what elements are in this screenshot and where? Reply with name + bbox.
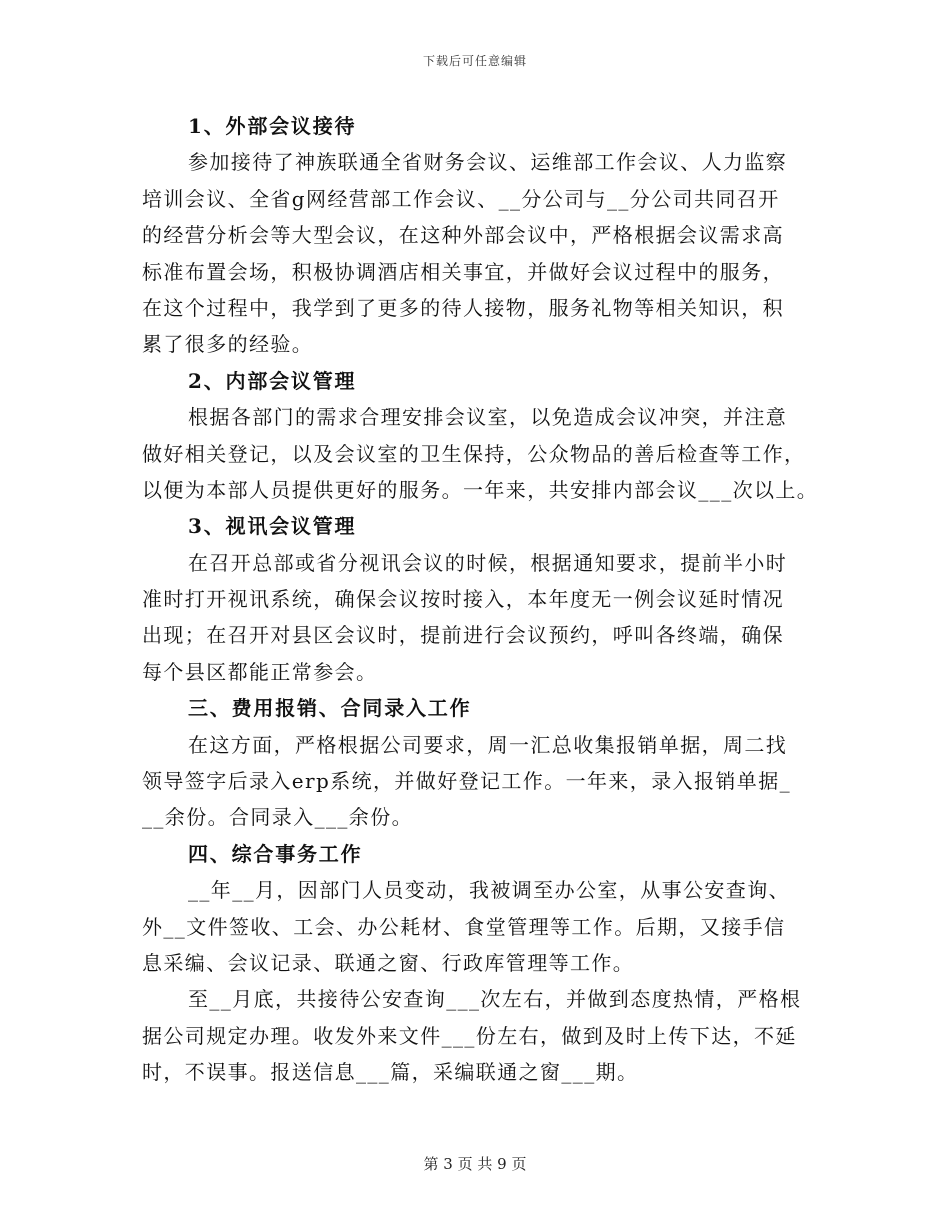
paragraph-line: 在这方面，严格根据公司要求，周一汇总收集报销单据，周二找 bbox=[188, 732, 788, 757]
paragraph-line: 领导签字后录入erp系统，并做好登记工作。一年来，录入报销单据_ bbox=[142, 769, 791, 794]
section-heading: 3、视讯会议管理 bbox=[188, 514, 357, 539]
paragraph-line: __年__月，因部门人员变动，我被调至办公室，从事公安查询、 bbox=[188, 878, 790, 903]
page-header-note: 下载后可任意编辑 bbox=[422, 54, 527, 68]
paragraph-line: 外__文件签收、工会、办公耗材、食堂管理等工作。后期，又接手信 bbox=[142, 914, 786, 939]
paragraph-line: 准时打开视讯系统，确保会议按时接入，本年度无一例会议延时情况 bbox=[142, 587, 784, 612]
paragraph-line: 以便为本部人员提供更好的服务。一年来，共安排内部会议___次以上。 bbox=[142, 477, 819, 502]
paragraph-line: 的经营分析会等大型会议，在这种外部会议中，严格根据会议需求高 bbox=[142, 223, 784, 248]
paragraph-line: 标准布置会场，积极协调酒店相关事宜，并做好会议过程中的服务， bbox=[142, 259, 784, 284]
paragraph-line: 在这个过程中，我学到了更多的待人接物，服务礼物等相关知识，积 bbox=[142, 295, 784, 320]
paragraph-line: 累了很多的经验。 bbox=[142, 332, 314, 357]
paragraph-line: 在召开总部或省分视讯会议的时候，根据通知要求，提前半小时 bbox=[188, 550, 788, 575]
paragraph-line: 做好相关登记，以及会议室的卫生保持，公众物品的善后检查等工作， bbox=[142, 441, 806, 466]
section-heading: 1、外部会议接待 bbox=[188, 114, 357, 138]
paragraph-line: __余份。合同录入___余份。 bbox=[142, 805, 413, 830]
paragraph-line: 参加接待了神族联通全省财务会议、运维部工作会议、人力监察 bbox=[188, 150, 788, 175]
section-heading: 2、内部会议管理 bbox=[188, 368, 357, 393]
document-body bbox=[142, 108, 819, 1091]
paragraph-line: 至__月底，共接待公安查询___次左右，并做到态度热情，严格根 bbox=[188, 987, 802, 1012]
paragraph-line: 息采编、会议记录、联通之窗、行政库管理等工作。 bbox=[142, 950, 635, 975]
paragraph-line: 培训会议、全省g网经营部工作会议、__分公司与__分公司共同召开 bbox=[142, 186, 780, 211]
paragraph-line: 时，不误事。报送信息___篇，采编联通之窗___期。 bbox=[142, 1060, 639, 1085]
page-footer: 第 3 页 共 9 页 bbox=[423, 1155, 527, 1173]
paragraph-line: 出现；在召开对县区会议时，提前进行会议预约，呼叫各终端，确保 bbox=[142, 623, 784, 648]
section-heading: 三、费用报销、合同录入工作 bbox=[188, 696, 472, 721]
section-heading: 四、综合事务工作 bbox=[188, 841, 363, 866]
paragraph-line: 每个县区都能正常参会。 bbox=[142, 659, 378, 684]
paragraph-line: 据公司规定办理。收发外来文件___份左右，做到及时上传下达，不延 bbox=[142, 1023, 797, 1048]
paragraph-line: 根据各部门的需求合理安排会议室，以免造成会议冲突，并注意 bbox=[188, 405, 788, 430]
